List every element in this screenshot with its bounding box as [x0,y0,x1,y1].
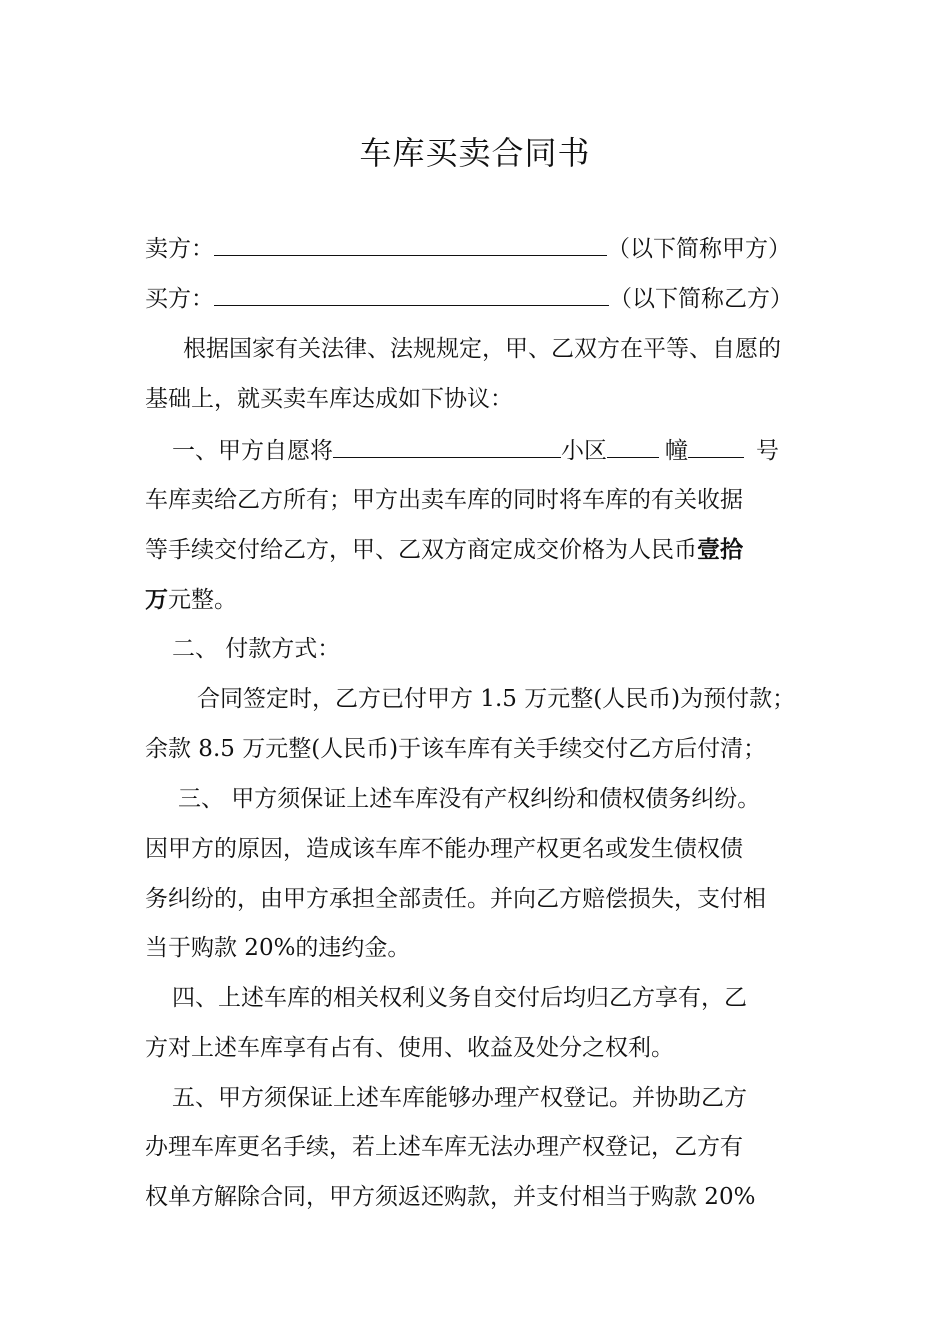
buyer-line [145,283,810,314]
price-bold-part2: 万 [145,586,168,613]
building-label: 幢 [665,438,688,464]
clause5-line-3: 权单方解除合同，甲方须返还购款，并支付相当于购款 20% [145,1184,756,1210]
clause3-line-1: 三、 甲方须保证上述车库没有产权纠纷和债权债务纠纷。 [178,786,761,812]
building-blank [607,435,659,458]
buyer-label: 买方： [145,286,214,312]
clause1-prefix: 一、甲方自愿将 [172,438,333,464]
clause2-heading: 二、 付款方式： [172,636,341,662]
number-blank [688,435,744,458]
intro-line-2: 基础上，就买卖车库达成如下协议： [145,386,513,412]
seller-label: 卖方： [145,236,214,262]
clause3-line-2: 因甲方的原因，造成该车库不能办理产权更名或发生债权债 [145,836,743,862]
clause1-line4-text: 元整。 [168,587,237,613]
seller-line [145,233,810,264]
clause3-line-3: 务纠纷的，由甲方承担全部责任。并向乙方赔偿损失，支付相 [145,886,766,912]
clause4-line-2: 方对上述车库享有占有、使用、收益及处分之权利。 [145,1035,674,1061]
document-title: 车库买卖合同书 [359,134,591,172]
clause4-line-1: 四、上述车库的相关权利义务自交付后均归乙方享有，乙 [172,985,747,1011]
clause1-line-4 [145,585,810,615]
intro-line-1: 根据国家有关法律、法规规定，甲、乙双方在平等、自愿的 [183,336,781,362]
seller-name-blank [214,233,607,256]
seller-suffix: （以下简称甲方） [607,236,791,262]
clause2-line-1: 合同签定时，乙方已付甲方 1.5 万元整(人民币)为预付款； [197,686,796,712]
number-label: 号 [756,438,779,464]
clause1-line-2: 车库卖给乙方所有；甲方出卖车库的同时将车库的有关收据 [145,487,743,513]
price-bold-part1: 壹拾 [697,536,743,563]
clause5-line-1: 五、甲方须保证上述车库能够办理产权登记。并协助乙方 [172,1085,747,1111]
clause1-line3-text: 等手续交付给乙方，甲、乙双方商定成交价格为人民币 [145,537,697,563]
clause1-line-1 [172,435,812,466]
buyer-suffix: （以下简称乙方） [609,286,793,312]
clause5-line-2: 办理车库更名手续，若上述车库无法办理产权登记，乙方有 [145,1134,743,1160]
clause3-line-4: 当于购款 20%的违约金。 [145,935,411,961]
buyer-name-blank [214,283,609,306]
clause2-line-2: 余款 8.5 万元整(人民币)于该车库有关手续交付乙方后付清； [145,736,767,762]
community-label: 小区 [561,438,607,464]
community-blank [333,435,561,458]
clause1-line-3 [145,535,810,565]
